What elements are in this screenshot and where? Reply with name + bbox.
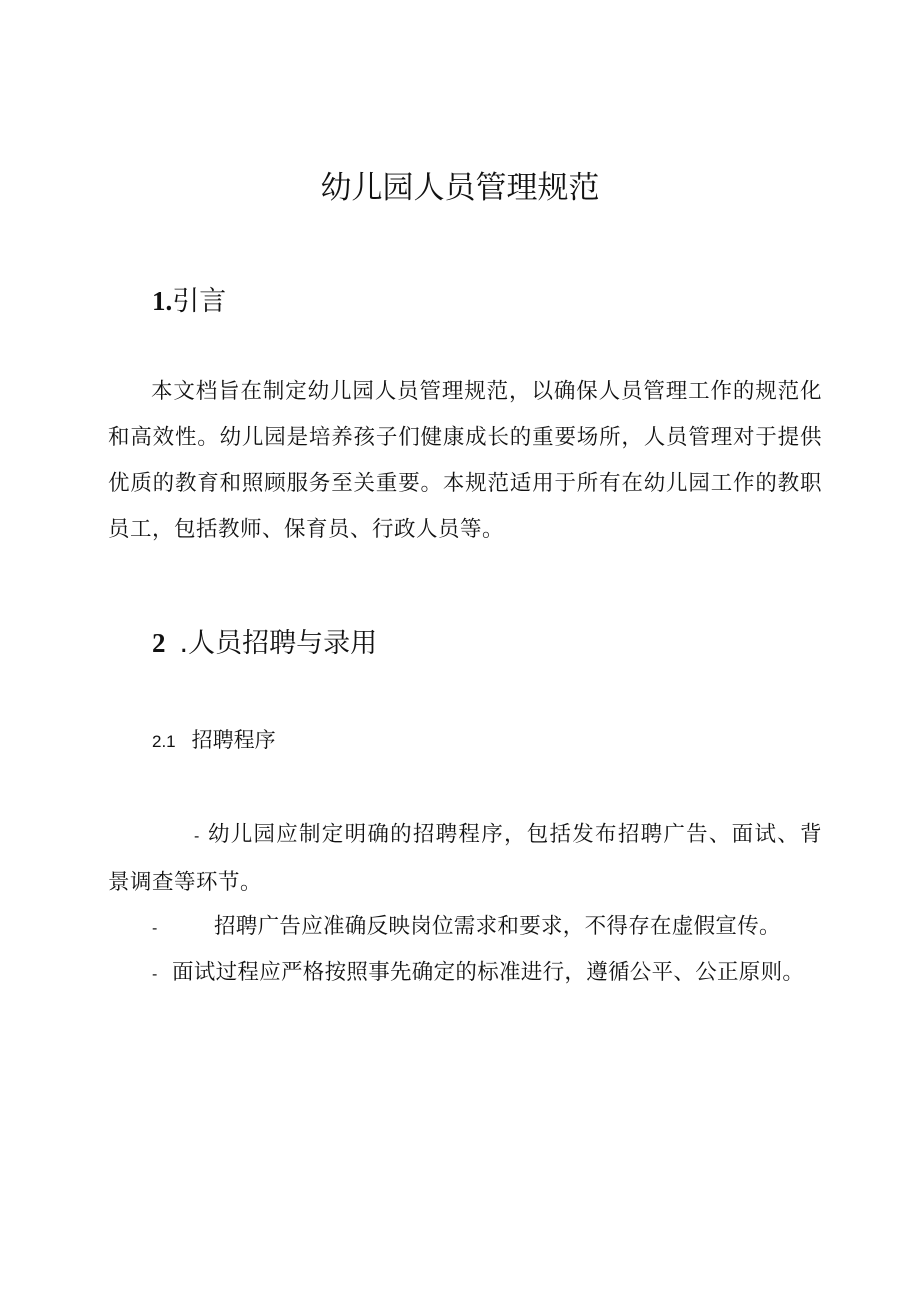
section-1-title: 引言 [172,286,227,317]
list-item-text: 面试过程应严格按照事先确定的标准进行，遵循公平、公正原则。 [172,960,805,985]
subsection-2-1-title: 招聘程序 [191,728,276,752]
list-bullet: - [152,920,158,937]
list-bullet: - [152,966,158,983]
list-item [108,812,822,906]
subsection-2-1-number: 2.1 [152,732,176,751]
section-2-heading [152,624,377,663]
list-item [152,904,781,952]
section-1-number: 1. [152,286,173,316]
list-bullet: - [194,828,200,845]
section-2-title: .人员招聘与录用 [179,628,378,659]
document-title: 幼儿园人员管理规范 [320,170,600,206]
list-item-text: 幼儿园应制定明确的招聘程序，包括发布招聘广告、面试、背景调查等环节。 [108,822,822,895]
intro-paragraph: 本文档旨在制定幼儿园人员管理规范，以确保人员管理工作的规范化和高效性。幼儿园是培养孩子们健康成长的重要场所，人员管理对于提供优质的教育和照顾服务至关重要。本规范适用于所有在幼儿园工作的教职员工，包括教师、保育员、行政人员等。 [108,379,822,542]
section-1-heading [152,282,226,321]
subsection-2-1-heading [152,725,276,757]
list-item [152,950,804,998]
section-2-number: 2 [152,628,166,658]
list-item-text: 招聘广告应准确反映岗位需求和要求，不得存在虚假宣传。 [214,914,781,939]
